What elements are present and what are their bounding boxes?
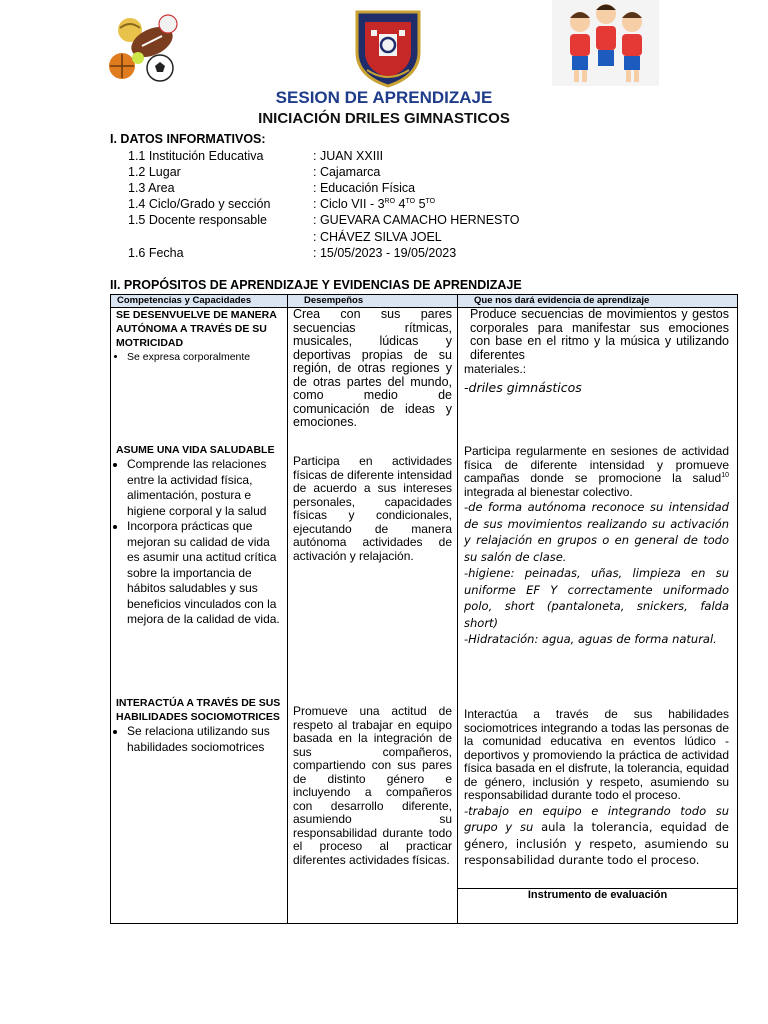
evidencia-italic: -driles gimnásticos [464,380,582,395]
info-value: : CHÁVEZ SILVA JOEL [313,230,442,244]
grade-sup: TO [405,197,416,205]
grade-sup: RO [384,197,396,205]
evidencia-text [464,445,729,499]
info-label: 1.5 Docente responsable [128,213,267,227]
info-label: 1.4 Ciclo/Grado y sección [128,197,271,211]
desempeno-block [293,453,452,705]
school-crest-logo [353,8,423,88]
list-item: • Comprende las relaciones entre la actividad física, alimentación, postura e higiene corporal y la salud [127,457,282,519]
info-block [128,148,648,268]
table-row [111,308,738,924]
info-value: : Cajamarca [313,165,381,179]
capacidades-list [116,724,282,755]
page-title: SESION DE APRENDIZAJE [275,88,493,107]
info-label: 1.6 Fecha [128,246,184,260]
grade-text: 4 [395,197,406,211]
evidencia-cell [458,308,738,924]
evidencia-pre: Participa regularmente en sesiones de actividad física de diferente intensidad y promueve campañas donde se promocione la salud [464,444,729,485]
competencias-cell [111,308,288,924]
ciclo-text: : Ciclo VII - 3 [313,197,385,211]
competencia-title: SE DESENVUELVE DE MANERA AUTÓNOMA A TRAVÉS DE SU MOTRICIDAD [116,309,277,349]
desempeno-block [293,308,452,453]
grade-sup: TO [425,197,436,205]
table-header-row [111,295,738,308]
evidencia-text: materiales.: [464,362,527,376]
list-item: • Se expresa corporalmente [127,350,282,366]
list-item: • Incorpora prácticas que mejoran su calidad de vida es asumir una actitud crítica sobre la importancia de hábitos saludables y sus beneficios vinculados con la mejora de la calidad de vida. [127,519,282,628]
section-heading-datos: I. DATOS INFORMATIVOS: [110,132,266,146]
evidencia-block [458,308,737,443]
info-value: : 15/05/2023 - 19/05/2023 [313,246,457,260]
footnote-sup: 10 [721,472,729,479]
evidencia-post: integrada al bienestar colectivo. [464,484,633,499]
evidencia-block [458,443,737,702]
desempeno-text: Participa en actividades físicas de diferente intensidad de acuerdo a sus intereses personales, capacidades físicas y condicionales, ejecutando de manera autónoma actividades de activación y relajación. [293,454,452,563]
info-value: : JUAN XXIII [313,149,384,163]
page-subtitle: INICIACIÓN DRILES GIMNASTICOS [258,110,510,127]
info-value: : Educación Física [313,181,416,195]
desempeno-text: Crea con sus pares secuencias rítmicas, musicales, lúdicas y deportivas propias de su región, de otras regiones y de otras partes del mundo, como medio de comunicación de ideas y emociones. [293,307,452,429]
competencia-block [116,696,282,755]
info-label: 1.3 Area [128,181,175,195]
list-item: • Se relaciona utilizando sus habilidades sociomotrices [127,724,282,755]
evidencia-italic: -de forma autónoma reconoce su intensidad de sus movimientos realizando su activación y relajación en grupos o en general de todo su salón de clase. [464,500,729,564]
info-value: : GUEVARA CAMACHO HERNESTO [313,213,520,227]
desempeno-block [293,705,452,867]
competencia-block [116,308,282,443]
evidencia-italic: -higiene: peinadas, uñas, limpieza en su uniforme EF Y correctamente uniformado polo, short (pantaloneta, snickers, falda short) [464,566,729,630]
children-cartoon-logo [552,0,659,86]
evidencia-italic: -Hidratación: agua, aguas de forma natural. [464,632,717,646]
desempenos-cell [288,308,458,924]
sports-balls-logo [108,10,184,82]
competencia-title: ASUME UNA VIDA SALUDABLE [116,444,275,456]
desempeno-text: Promueve una actitud de respeto al trabajar en equipo basada en la integración de sus compañeros, compartiendo con sus pares de distinto género e incluyendo a compañeros con desarrollo diferente, asumiendo su responsabilidad durante todo el proceso al practicar diferentes actividades físicas. [293,704,452,867]
info-label: 1.2 Lugar [128,165,181,179]
grade-text: 5 [415,197,426,211]
column-header: Competencias y Capacidades [111,295,288,308]
column-header: Que nos dará evidencia de aprendizaje [458,295,738,308]
competencia-title: INTERACTÚA A TRAVÉS DE SUS HABILIDADES SOCIOMOTRICES [116,697,281,723]
info-value [313,196,435,212]
instrumento-label: Instrumento de evaluación [458,888,737,905]
capacidades-list [116,457,282,628]
capacidades-list [116,350,282,366]
competencia-block [116,443,282,696]
info-label: 1.1 Institución Educativa [128,149,264,163]
evidencia-italic: -trabajo en equipo e integrando todo su grupo y su [464,803,729,834]
evidencia-mixed [464,803,729,869]
evidencia-text: aula la tolerancia, equidad de género, inclusión y respeto, asumiendo su responsabilidad durante todo el proceso. [464,820,729,867]
evidencia-text: Produce secuencias de movimientos y gestos corporales para manifestar sus emociones con base en el ritmo y la música y utilizando diferentes [470,307,729,362]
section-heading-propositos: II. PROPÓSITOS DE APRENDIZAJE Y EVIDENCIAS DE APRENDIZAJE [110,278,522,292]
column-header: Desempeños [288,295,458,308]
evidencia-text: Interactúa a través de sus habilidades sociomotrices integrando a todas las personas de la comunidad educativa en eventos lúdico - deportivos y promoviendo la práctica de actividad física basada en el disfrute, la tolerancia, equidad de género, inclusión y respeto, asumiendo su responsabilidad durante todo el proceso. [464,707,729,802]
learning-purposes-table [110,294,738,924]
evidencia-block [458,702,737,888]
